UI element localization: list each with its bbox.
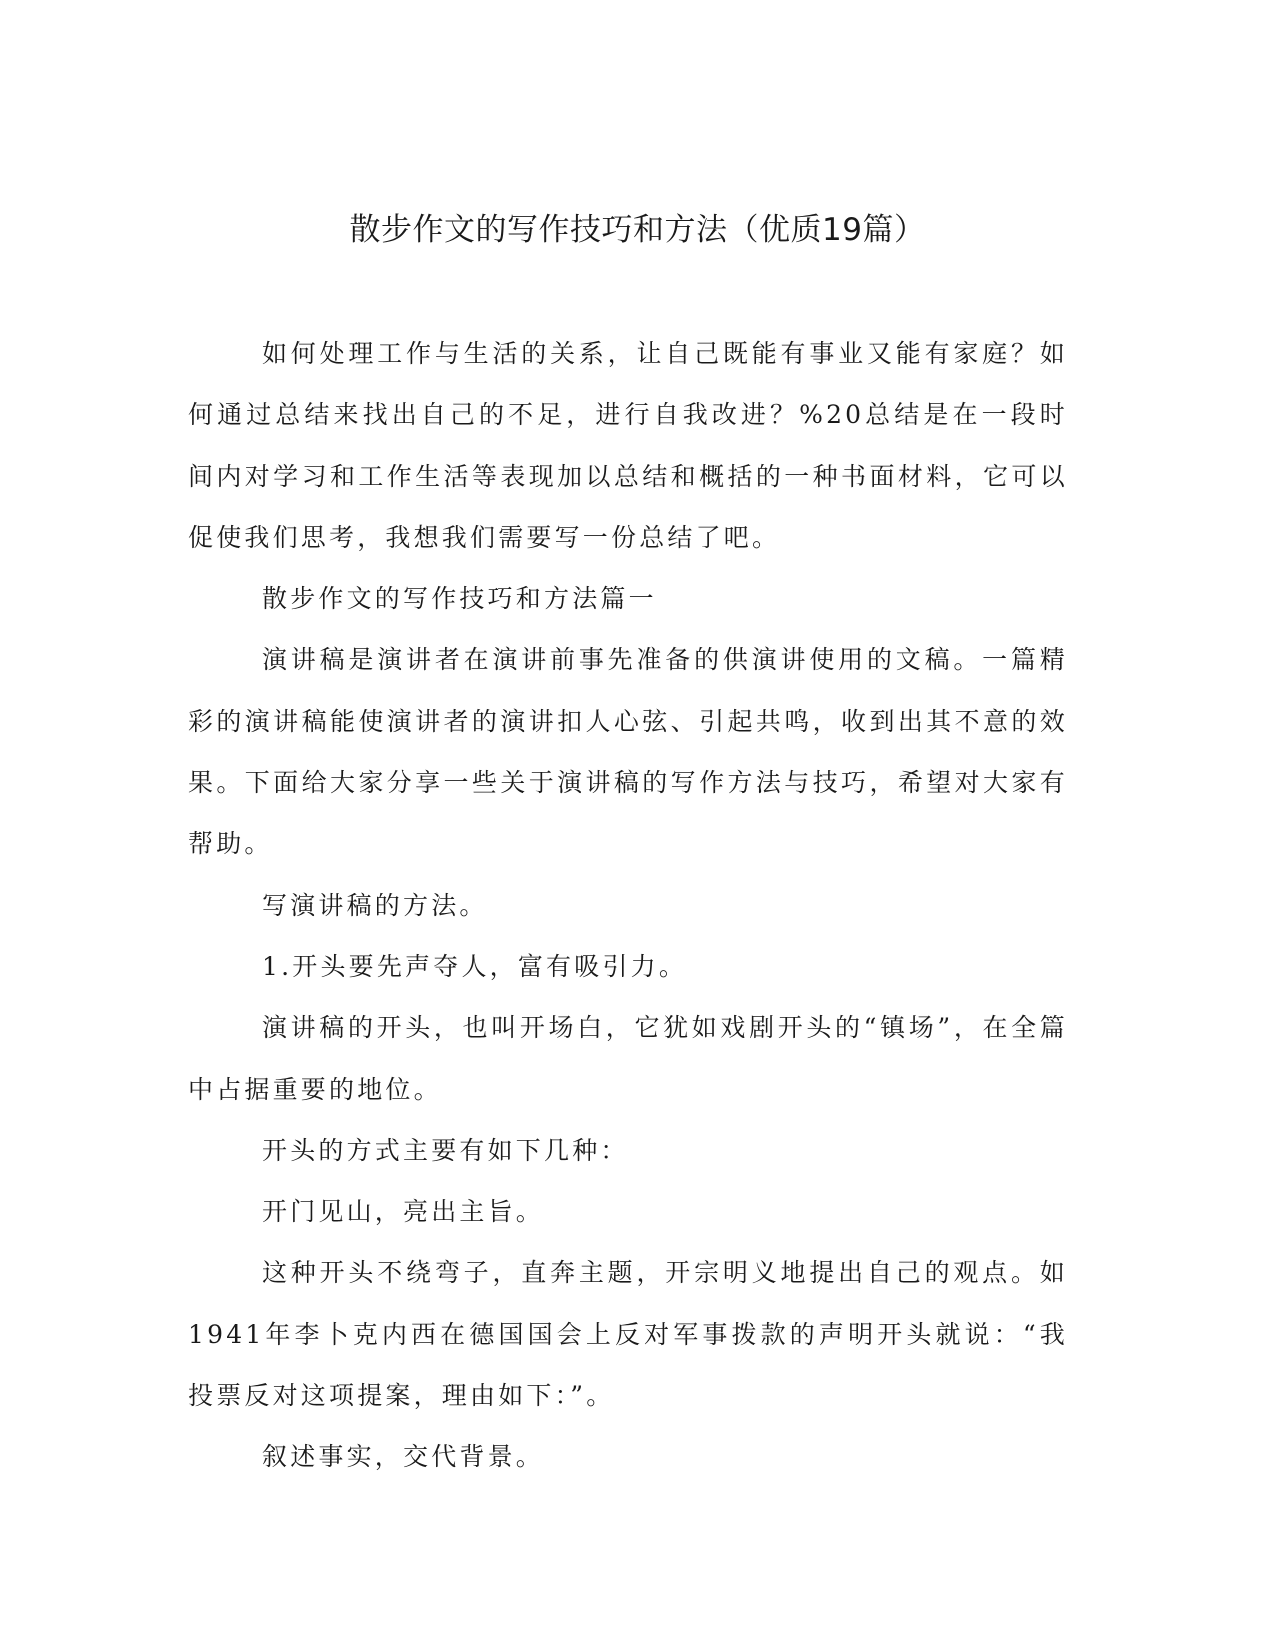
paragraph: 开门见山，亮出主旨。 bbox=[262, 1197, 545, 1227]
paragraph: 写演讲稿的方法。 bbox=[262, 890, 488, 920]
document-body bbox=[188, 323, 1068, 1488]
paragraph-intro: 如何处理工作与生活的关系，让自己既能有事业又能有家庭？如何通过总结来找出自己的不足，进行自我改进？%20总结是在一段时间内对学习和工作生活等表现加以总结和概括的一种书面材料，它可以促使我们思考，我想我们需要写一份总结了吧。 bbox=[188, 339, 1068, 552]
paragraph: 开头的方式主要有如下几种： bbox=[262, 1135, 629, 1165]
paragraph: 演讲稿的开头，也叫开场白，它犹如戏剧开头的“镇场”，在全篇中占据重要的地位。 bbox=[188, 1013, 1068, 1104]
paragraph: 叙述事实，交代背景。 bbox=[262, 1442, 545, 1472]
document-title: 散步作文的写作技巧和方法（优质19篇） bbox=[349, 212, 926, 248]
list-item: 1.开头要先声夺人，富有吸引力。 bbox=[262, 951, 688, 981]
paragraph: 演讲稿是演讲者在演讲前事先准备的供演讲使用的文稿。一篇精彩的演讲稿能使演讲者的演讲扣人心弦、引起共鸣，收到出其不意的效果。下面给大家分享一些关于演讲稿的写作方法与技巧，希望对大家有帮助。 bbox=[188, 645, 1068, 859]
paragraph: 这种开头不绕弯子，直奔主题，开宗明义地提出自己的观点。如1941年李卜克内西在德国国会上反对军事拨款的声明开头就说：“我投票反对这项提案，理由如下：”。 bbox=[188, 1258, 1068, 1411]
section-heading: 散步作文的写作技巧和方法篇一 bbox=[262, 584, 657, 614]
